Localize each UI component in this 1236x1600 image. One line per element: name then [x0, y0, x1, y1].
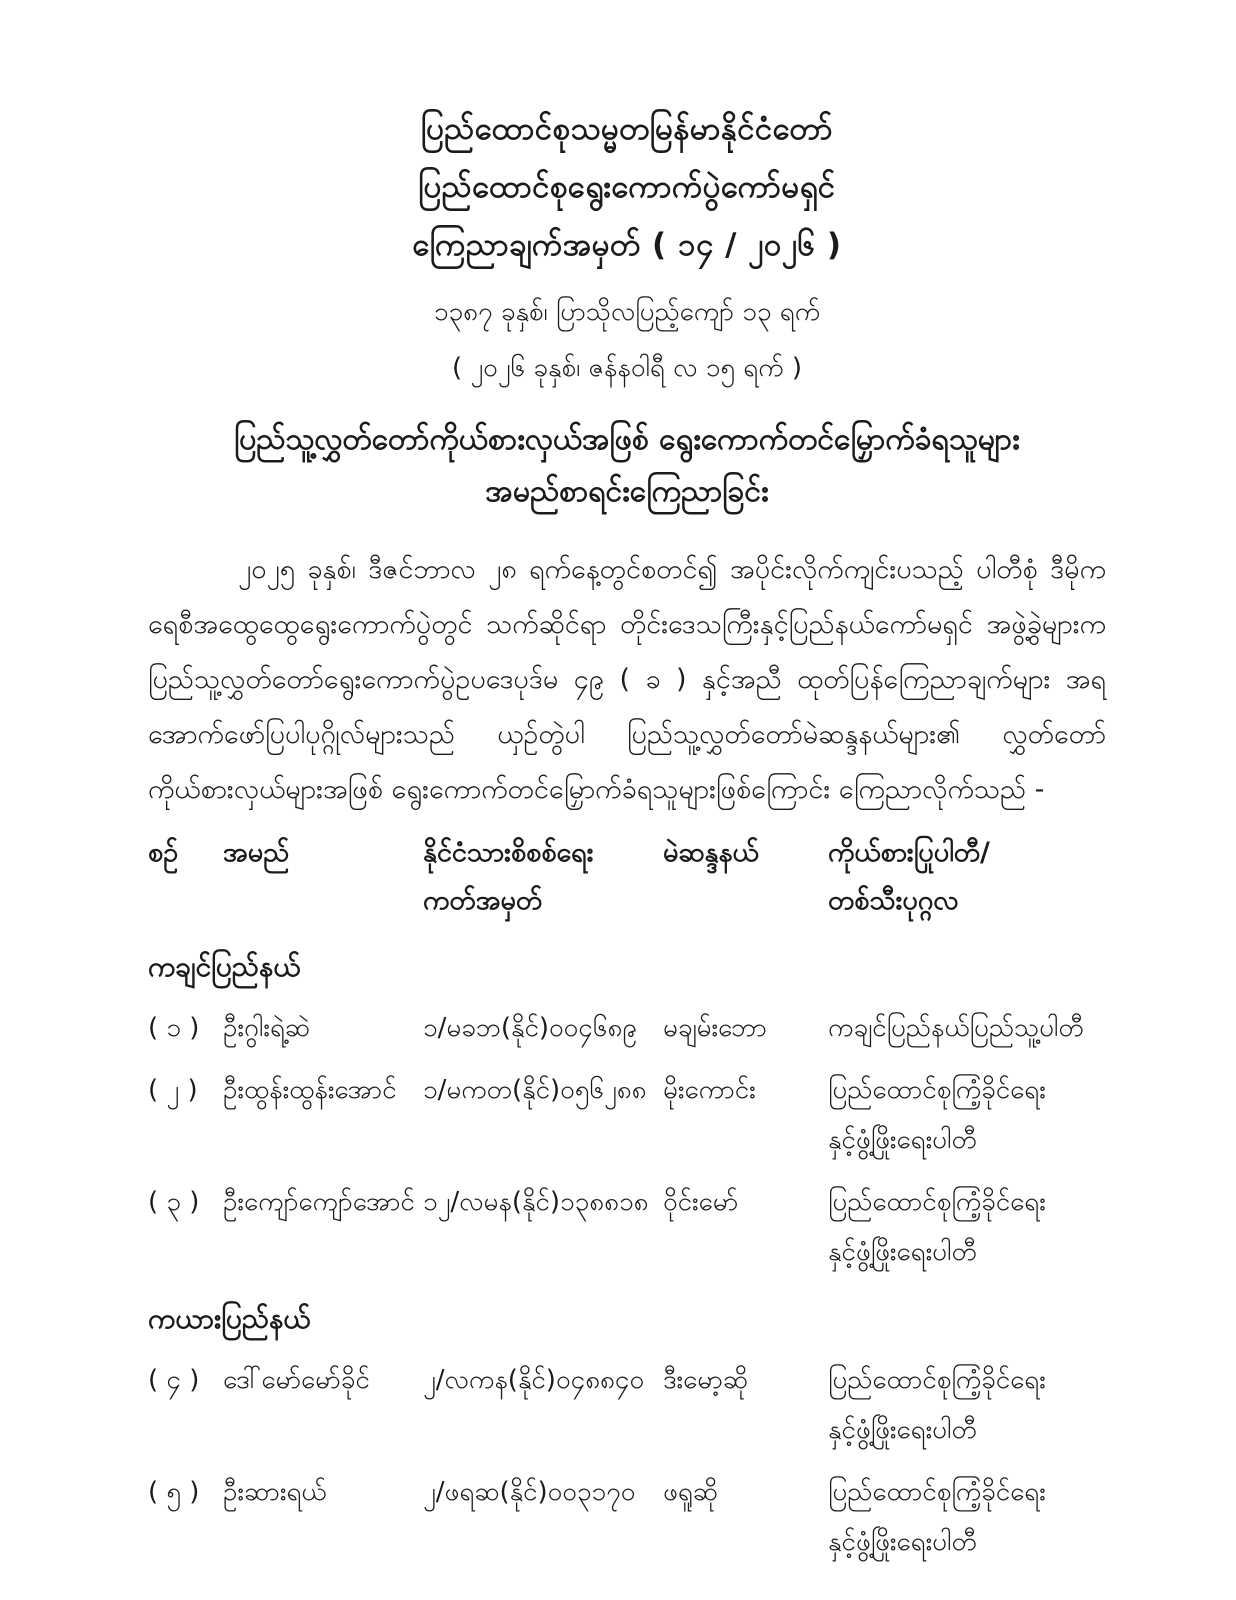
- cell-party-line-2: နှင့်ဖွံ့ဖြိုးရေးပါတီ: [828, 1237, 977, 1267]
- cell-nrc-number: ၁၂/လမန(နိုင်)၁၃၈၈၁၈: [423, 1187, 649, 1217]
- cell-name: ဦးဆားရယ်: [223, 1477, 327, 1507]
- cell-serial: ( ၂ ): [148, 1075, 198, 1105]
- cell-party: [828, 1003, 1106, 1053]
- cell-party-line-1: ပြည်ထောင်စုကြံ့ခိုင်ရေး: [828, 1365, 1046, 1395]
- cell-party: [828, 1065, 1106, 1165]
- title-line-commission: ပြည်ထောင်စုရွေးကောက်ပွဲကော်မရှင်: [418, 169, 836, 205]
- subtitle-line-2: အမည်စာရင်းကြေညာခြင်း: [485, 474, 769, 509]
- subtitle-line-1: ပြည်သူ့လွှတ်တော်ကိုယ်စားလှယ်အဖြစ် ရွေးကောက်တင်မြှောက်ခံရသူများ: [234, 422, 1020, 457]
- table-header-row: [148, 829, 1106, 925]
- cell-nrc-number: ၁/မကတ(နိုင်)၀၅၆၂၈၈: [423, 1075, 647, 1105]
- title-line-country: ပြည်ထောင်စုသမ္မတမြန်မာနိုင်ငံတော်: [421, 111, 833, 147]
- cell-party-line-1: ကချင်ပြည်နယ်ပြည်သူ့ပါတီ: [828, 1013, 1084, 1043]
- cell-nrc-number: ၂/ဖရဆ(နိုင်)၀၀၃၁၇၀: [423, 1477, 636, 1507]
- cell-nrc-number: ၁/မခဘ(နိုင်)၀၀၄၆၈၉: [423, 1013, 638, 1043]
- table-row: [148, 1467, 1106, 1567]
- cell-constituency: ဒီးမော့ဆို: [663, 1365, 748, 1395]
- cell-constituency: ဖရူဆို: [663, 1477, 718, 1507]
- cell-name: ဒေါ်မော်မော်ခိုင်: [223, 1365, 370, 1395]
- body-paragraph: ၂၀၂၅ ခုနှစ်၊ ဒီဇင်ဘာလ ၂၈ ရက်နေ့တွင်စတင်၍ အပိုင်းလိုက်ကျင်းပသည့် ပါတီစုံ ဒီမိုကရေစီအထွေထွေရွေးကောက်ပွဲတွင် သက်ဆိုင်ရာ တိုင်းဒေသကြီးနှင့်ပြည်နယ်ကော်မရှင် အဖွဲ့ခွဲများက ပြည်သူ့လွှတ်တော်ရွေးကောက်ပွဲဥပဒေပုဒ်မ ၄၉ ( ခ ) နှင့်အညီ ထုတ်ပြန်ကြေညာချက်များ အရ အောက်ဖော်ပြပါပုဂ္ဂိုလ်များသည် ယှဉ်တွဲပါ ပြည်သူ့လွှတ်တော်မဲဆန္ဒနယ်များ၏ လွှတ်တော် ကိုယ်စားလှယ်များအဖြစ် ရွေးကောက်တင်မြှောက်ခံရသူများဖြစ်ကြောင်း ကြေညာလိုက်သည် -: [148, 554, 1106, 805]
- header-serial: စဉ်: [148, 837, 179, 868]
- cell-party-line-2: နှင့်ဖွံ့ဖြိုးရေးပါတီ: [828, 1125, 977, 1155]
- header-name: အမည်: [223, 837, 290, 868]
- cell-constituency: ဝိုင်းမော်: [663, 1187, 739, 1217]
- table-row: [148, 1177, 1106, 1277]
- header-nrc-line-1: နိုင်ငံသားစိစစ်ရေး: [423, 837, 594, 868]
- cell-nrc-number: ၂/လကန(နိုင်)၀၄၈၈၄၀: [423, 1365, 645, 1395]
- section-kayah-state: ကယားပြည်နယ်: [148, 1302, 311, 1335]
- cell-party-line-1: ပြည်ထောင်စုကြံ့ခိုင်ရေး: [828, 1187, 1046, 1217]
- cell-party-line-2: နှင့်ဖွံ့ဖြိုးရေးပါတီ: [828, 1527, 977, 1557]
- cell-name: ဦးကျော်ကျော်အောင်: [223, 1187, 415, 1217]
- table-row: [148, 1355, 1106, 1455]
- cell-serial: ( ၄ ): [148, 1365, 200, 1395]
- cell-party: [828, 1177, 1106, 1277]
- table-row: [148, 1065, 1106, 1165]
- cell-serial: ( ၃ ): [148, 1187, 200, 1217]
- date-block: [148, 284, 1106, 396]
- announcement-number: ကြေညာချက်အမှတ် ( ၁၄ / ၂၀၂၆ ): [412, 227, 842, 263]
- cell-party: [828, 1467, 1106, 1567]
- date-myanmar-calendar: ၁၃၈၇ ခုနှစ်၊ ပြာသိုလပြည့်ကျော် ၁၃ ရက်: [433, 297, 821, 327]
- table-row: [148, 1003, 1106, 1053]
- cell-constituency: မိုးကောင်း: [663, 1075, 756, 1105]
- header-nrc-line-2: ကတ်အမှတ်: [423, 885, 543, 916]
- header-party-line-2: တစ်သီးပုဂ္ဂလ: [828, 885, 959, 916]
- date-gregorian-calendar: ( ၂၀၂၆ ခုနှစ်၊ ဇန်နဝါရီ လ ၁၅ ရက် ): [451, 353, 803, 383]
- section-kachin-state: ကချင်ပြည်နယ်: [148, 950, 301, 983]
- cell-serial: ( ၁ ): [148, 1013, 200, 1043]
- header-nrc-number: [423, 829, 663, 925]
- cell-party: [828, 1355, 1106, 1455]
- cell-name: ဦးထွန်းထွန်းအောင်: [223, 1075, 397, 1105]
- cell-party-line-2: နှင့်ဖွံ့ဖြိုးရေးပါတီ: [828, 1415, 977, 1445]
- cell-name: ဦးဂွါးရဲ့ဆဲ: [223, 1013, 311, 1043]
- header-constituency: မဲဆန္ဒနယ်: [663, 837, 759, 868]
- cell-party-line-1: ပြည်ထောင်စုကြံ့ခိုင်ရေး: [828, 1075, 1046, 1105]
- cell-constituency: မချမ်းဘော: [663, 1013, 767, 1043]
- header-party: [828, 829, 1106, 925]
- results-table: [148, 829, 1106, 1567]
- document-title-block: [148, 100, 1106, 274]
- cell-party-line-1: ပြည်ထောင်စုကြံ့ခိုင်ရေး: [828, 1477, 1046, 1507]
- cell-serial: ( ၅ ): [148, 1477, 200, 1507]
- subtitle-block: [148, 414, 1106, 518]
- header-party-line-1: ကိုယ်စားပြုပါတီ/: [828, 837, 990, 868]
